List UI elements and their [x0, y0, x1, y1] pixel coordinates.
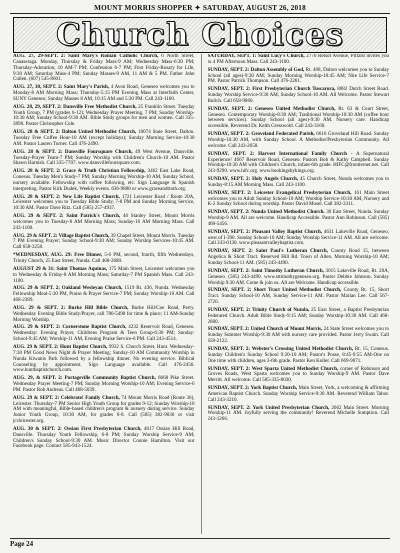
church-listing — [13, 214, 195, 232]
listing-heading: *WEDNESDAY, AUG. 29: Free Dinner, — [13, 252, 103, 259]
listing-heading: SUNDAY, SEPT. 2: Pleasant Valley Baptist Church, — [207, 228, 323, 235]
listing-heading: AUG. 29 & SEPT. 2: Village Baptist Church, — [13, 232, 110, 239]
listing-details: 4817 Ossian Hill Road, Dansville. Thursday Youth Fellowship, 6-8 PM; Sunday Worship Service-9 AM; Children's Sunday School-9:30 AM. Music Director Connie Hamilton. Visit our Facebook page. Contact 585-943-1524. — [13, 425, 195, 450]
listing-heading: AUG. 28 & SEPT. 2: Grace & Truth Christian Fellowship, — [13, 168, 146, 175]
listing-heading: SUNDAY, SEPT. 2: Dalton Assembly of God, — [207, 66, 305, 73]
listing-heading: SUNDAY, SEPT. 2: First Presbyterian Church Tuscarora, — [207, 86, 336, 93]
listing-details: - A Supernatural Experience! 4667 Reservoir Road, Geneseo. Pastors Bob & Kathy Campbell. Sunday Worship-10:30 AM with Children's Church, infant-6th grade. HIFC@frontiernet.net. Call 243-9290. www.hifc.org. www.bookingsbykings.org. — [207, 150, 389, 175]
church-listing — [208, 406, 390, 424]
church-listing — [208, 367, 390, 385]
masthead-rule — [10, 13, 390, 14]
church-listing — [13, 286, 195, 304]
listing-heading: SUNDAY, SEPT. 2: Harvest International Family Church — [207, 150, 347, 157]
listing-heading: SUNDAY, SEPT. 2: Leicester Evangelical Presbyterian Church, — [207, 189, 352, 196]
church-listing — [13, 345, 195, 374]
listing-heading: SUNDAY, SEPT. 2: Saint Timothy Lutheran Church, — [207, 267, 324, 274]
church-listing — [208, 177, 390, 189]
listing-heading: SUNDAY, SEPT. 2: Nunda United Methodist Church. — [207, 209, 325, 216]
listing-heading: SUNDAY, SEPT. 2: Groveland Federated Parish, — [207, 131, 315, 138]
listings-columns — [13, 54, 389, 534]
column-divider — [201, 54, 202, 534]
church-listing — [208, 191, 390, 209]
listing-heading: SUNDAY, SEPT. 2: Short Tract United Methodist Church, — [207, 287, 342, 294]
page-number: Page 24 — [10, 540, 34, 548]
listing-heading: AUG. 29 & SEPT. 2: Burke Hill Bible Church, — [13, 304, 129, 311]
church-listing — [13, 306, 195, 324]
church-listing — [208, 327, 390, 345]
listing-heading: AUG. 29 & SEPT. 2: Cornerstone Baptist Church, — [13, 324, 127, 331]
listing-details: Main Street, York, a welcoming & affirming American Baptist Church. Sunday Worship Service-9:30 AM. Reverend William Tabor. Call 243-3210. — [207, 385, 389, 403]
church-listing — [208, 87, 390, 105]
church-listing — [13, 169, 195, 192]
listing-heading: SUNDAY, SEPT. 2: Webster's Crossing United Methodist Church, — [207, 345, 354, 352]
listing-details: County Road 15, between Angelica & Short Tract. Reserved Hill Rd. Town of Allen. Morning Worship-10 AM; Sunday School-11 AM. (585) 243-4490. — [207, 248, 389, 266]
listing-details: 39 Chapel Street, Mount Morris. Tuesday 7 PM Evening Prayer; Sunday School-9:30 AM; Sunday Worship Services-10:45 AM. Call 658-3258. — [13, 232, 195, 251]
listing-heading: AUG. 29 & SEPT. 2: Celebrate! Family Church, — [13, 394, 120, 401]
listing-heading: AUG. 29 & SEPT. 2: Saint Patrick's Church, — [13, 213, 121, 220]
church-listing — [13, 267, 195, 285]
church-listing — [13, 396, 195, 425]
church-listing — [208, 68, 390, 86]
listing-heading: AUG. 29 & SEPT. 2: Oakland Wesleyan Church, — [13, 285, 123, 292]
church-listing — [208, 347, 390, 365]
listing-details: 74 Mount Morris Road (Route 36), Leicester. Thursday-7 PM Senior High Youth Group for grades 9-12; Sunday Worship-10 AM with meaningful, Bible-based children's program & nursery during service. Sunday Junior Youth Group, 10:30 AM, for grades 6-8. Call (585) 382-9030 or visit jccleicester.org. — [13, 394, 195, 425]
listing-details: 24 State Street welcomes you to Sunday Summer Worship-9:30 AM with nursery care provided. Pastor Jerry Swain. Call 658-2122. — [207, 326, 389, 345]
listing-details: 6616 Groveland Hill Road. Sunday Worship-10:30 AM, with Sunday School. A Methodist/Presbyterian Community. All welcome. Call 243-2658. — [207, 131, 389, 149]
listing-heading: AUG. 27, 30, SEPT. 2: Saint Mary's Parish, — [13, 84, 110, 91]
listing-details: 46 Stanley Street, Mount Morris welcomes you to Tuesday-8 AM Morning Mass; Sunday-10 AM Morning Mass. Call 243-1100. — [13, 213, 195, 231]
section-title: Church Choices — [55, 17, 344, 53]
listing-details: 4 Avon Road, Geneseo welcomes you to Monday-8 AM Morning Mass; Thursday-5:15 PM Evening Mass at Interfaith Center, SUNY Geneseo; Sunday Masses 8 AM, 10:15 AM and 5:30 PM. Call 243-1100. — [13, 84, 195, 102]
church-listing — [208, 308, 390, 326]
listing-details: corner of Robinson and Groves Roads, West Sparta welcomes you to Sunday Worship-9 AM. Pastor Dave Merritt. All welcome. Call 585-335-8030. — [207, 365, 389, 384]
listing-details: Rt. 15, Conesus. Sunday Children's Sunday School 9:20-10 AM; Pastor's Posse, 8:45-9:55 AM-One on One time with children, ages 3-6th grade. Pastor Ken Koller. Call 669-9071. — [207, 345, 389, 364]
listing-heading: AUG. 28, 29, SEPT. 2: Dansville Free Methodist Church, — [13, 103, 137, 110]
masthead: MOUNT MORRIS SHOPPER ✦ SATURDAY, AUGUST 26, 2018 — [94, 4, 306, 12]
listing-heading: AUG. 29 & SEPT. 2: Hunt Baptist Church, — [13, 343, 108, 350]
listing-details: 30 East Street, Nunda. Sunday Worship-9 AM. All are welcome. Handicap Accessible. Pastor Ann Robinson. Call (585) 468-5456. — [207, 209, 389, 227]
listing-details: 175 Main Street, Leicester welcomes you to Wednesday & Friday-8 AM Morning Mass; Saturday-7 PM Spanish Mass. Call 243-1100. — [13, 265, 195, 284]
listing-details: 161 Main Street welcomes you to Adult Sunday School-10 AM; Worship Service-10:30 AM, Nursery and K-2 Sunday School during worship. Pastor David Mosel. Call 382-3311. — [207, 189, 389, 208]
right-column — [208, 54, 390, 534]
listing-heading: AUG. 28 & SEPT. 2: New Life Baptist Church, — [13, 193, 120, 200]
listing-details: 6 North Street, Canaseraga. Monday, Thursday & Friday Mass-9 AM; Wednesday Mass-6:30 PM; Thursday-Adoration, 10 AM-7 PM; Confession 6-7 PM; First Friday-Rosary for Life, 9:30 AM; Saturday Mass-4 PM; Sunday Masses-9 AM, 11 AM & 5 PM. Father John Cullen. (607) 545-8601. — [13, 54, 195, 83]
church-listing — [208, 249, 390, 267]
church-listing — [13, 376, 195, 394]
listing-heading: SUNDAY, SEPT. 2: United Church of Mount Morris, — [207, 326, 323, 333]
church-listing — [208, 132, 390, 150]
listing-details: 45 Church Street, Nunda welcomes you to Sunday-8:15 AM Morning Mass. Call 243-1100. — [207, 176, 389, 188]
listing-heading: SUNDAY, SEPT. 2: West Sparta United Methodist Church, — [207, 365, 339, 372]
church-listing — [208, 288, 390, 306]
listing-heading: AUG. 30 & SEPT. 2: Ossian First Presbyterian Church, — [13, 425, 142, 432]
listing-heading: AUGUST 29 & 31: Saint Thomas Aquinas, — [13, 265, 108, 272]
listing-heading: AUG. 28 & SEPT. 2: Dansville Foursquare Church, — [13, 148, 133, 155]
listing-details: Burke Hill/Coe Road, Perry. Wednesday Evening Bible Study/Prayer, call 786-5490 for time & place; 11 AM-Sunday Morning Worship. — [13, 304, 195, 323]
listing-details: 25 East Street, a Baptist Presbyterian Federated Church. Adult Bible Study-9:15 AM; Sunday Worship-10:30 AM. Call 468-2680. — [207, 306, 389, 325]
listing-details: Rt. 63 & Court Street, Geneseo. Contemporary Worship-8:30 AM; Traditional Worship-10:30 AM (coffee hour between services). Sunday School (all ages)-9:30 AM. Nursery care. Handicap accessible. Reverend Dr. Keith Gresswold. Call 243-3160. — [207, 105, 389, 130]
church-listing — [208, 210, 390, 228]
church-listing — [13, 54, 195, 83]
listing-details: 2770 Retsof Avenue, Piffard invites you to 4 PM Afternoon Mass. Call 243-1100. — [207, 54, 389, 65]
listing-details: 1721 Leicester Road / Route 20A, Leicester welcomes you to Tuesday Bible Study, 7-8 PM and Sunday Morning Service, 10:30 AM. Pastor Dave Ritz. Call (585) 257-4937. — [13, 193, 195, 212]
listing-details: 10074 State Street, Dalton. Tuesday Free Coffee Hour-10 AM (except holidays); Sunday Morning Service-10:30 AM. Pastor Lauren Turner. Call 476-2490. — [13, 129, 195, 147]
listing-details: 49 West Avenue, Dansville. Tuesday-Prayer Team-7 PM; Sunday Worship with Children's Church-10 AM. Pastor Shawn Harnish. Call 335-7707. www.dansvillefoursquare.com. — [13, 148, 195, 167]
listing-heading: AUG. 28 & SEPT. 2: Dalton United Methodist Church, — [13, 129, 137, 136]
listing-details: 9932 S. Church Street, Hunt. Wednesday-7:30 PM Good News Night & Prayer Meeting; Sunday-10 AM Community Worship in Nunda Kiwanis Park followed by a fellowship dinner. No evening service. Biblical Counseling by appointment. Sign Language available. Call 476-2456. www.huntbaptistchurch.com. — [13, 343, 195, 374]
church-listing — [208, 386, 390, 404]
listing-heading: SUNDAY, SEPT. 2: Geneseo United Methodist Church, — [207, 105, 336, 112]
listing-details: 1519 Rt. 436, Nunda. Wednesday Fellowship Meal-5:30 PM, Praise & Prayer Service-7 PM; Sunday Worship-10 AM. Call 468-2389. — [13, 285, 195, 304]
listing-heading: AUG. 29, & SEPT. 2: Portageville Community Baptist Church, — [13, 375, 156, 382]
church-listing — [13, 253, 195, 265]
church-listing — [208, 152, 390, 175]
church-listing — [13, 105, 195, 128]
listing-details: 25 Franklin Street. Tuesday Youth Group, 7 PM (grades 6-12); Wednesday Prayer Meeting, 7 PM; Sunday Worship-10:30 AM; Sunday School-9:30 AM. Bible Study groups for men and women. Call 335-3898. Pastor Christopher Cole. — [13, 103, 195, 128]
listing-heading: SUNDAY, SEPT. 2: York United Presbyterian Church, — [207, 404, 330, 411]
church-listing — [13, 195, 195, 213]
listing-details: 5-6 PM, second, fourth, fifth Wednesdays, Trinity Church, 25 East Street, Nunda. Call 468-2680. — [13, 252, 195, 264]
left-column — [13, 54, 195, 534]
church-listing — [13, 85, 195, 103]
church-listing — [208, 269, 390, 287]
section-banner — [13, 17, 387, 53]
listing-heading: SUNDAY, SEPT. 2: Trinity Church of Nunda, — [207, 306, 310, 313]
church-listing — [13, 150, 195, 168]
footer-rule — [10, 538, 390, 539]
church-listing — [208, 54, 390, 66]
listing-details: 4232 Reservoir Road, Geneseo. Wednesday: Evening Prayer, Childrens Program & Teen Group-6:30 PM; Sunday: School-9:45 AM; Worship-11 AM, Evening Praise Service-6 PM. Call 243-4514. — [13, 324, 195, 343]
listing-heading: SUNDAY, SEPT. 2: Saint Paul's Lutheran Church, — [207, 248, 328, 255]
church-listing — [13, 130, 195, 148]
listing-heading: SUNDAY, SEPT. 2: Holy Angels Church, — [207, 176, 299, 183]
listing-heading: SUNDAY, SEPT. 2: York Baptist Church, — [207, 385, 298, 392]
listing-details: 3015 Lakeville Road, Rt. 20A, Geneseo. (585) 243-4490. www.sttimothygeneseo.org. Pastor Debbie Johnson. Sunday Worship 9:30 AM. Come & join us. All are Welcome. Handicap accessible. — [207, 267, 389, 286]
listing-details: County Rt. 15, Short Tract. Sunday School-10 AM, Sunday Service-11 AM. Pastor Marian Lee. Call 567-2726. — [207, 287, 389, 306]
listing-details: 8082 Dutch Street Road. Sunday Worship Service-9:30 AM; Sunday School-10 AM. All Welcome. Pastor Stewart Bulich. Call 658-9860. — [207, 86, 389, 104]
listing-heading: AUG. 27, 29-SEPT. 2: Saint Mary's Roman Catholic Church, — [13, 54, 159, 59]
listing-details: 2662 Main Street. Morning Worship-11 AM. Joyfully serving the community! Reverend Michelle Sumption. Call 243-1266. — [207, 404, 389, 423]
listing-details: 6668 Pike Street. Wednesday Prayer Meeting-7 PM; Sunday Morning Worship-10 AM; Evening Service-6 PM. Pastor Rob Andreas. Call 468-5039. — [13, 375, 195, 393]
church-listing — [208, 230, 390, 248]
church-listing — [208, 107, 390, 130]
church-listing — [13, 234, 195, 252]
listing-heading: SATURDAY, SEPT. 1: Saint Lucy's Church, — [207, 54, 305, 59]
listing-details: Rt. 408, Dalton welcomes you to Sunday School (all ages)-9:30 AM; Sunday Morning Worship-10:45 AM; Nite Life Service-7 PM. Pastor Patrick Thompson. Call 476-2261. — [207, 66, 389, 85]
church-listing — [13, 427, 195, 450]
church-listing — [13, 325, 195, 343]
listing-details: 3462 East Lake Road, Conesus. Tuesday Men's Study-7 PM; Sunday Morning Worship-10 AM, Sunday School, nursery available. Fellowship with coffee following, etc. Sign Language & Spanish interpreting. Pastor Kirk Dudek. Weekly events. 636-9880 or www.graceandtruth.org. — [13, 168, 195, 192]
listing-details: 4631 Lakeville Road, Geneseo, west of I-390. Sunday School-10 AM; Sunday Worship Service-11 AM. All are welcome. Call 243-0130. www.pleasantvalleybaptist.com. — [207, 228, 389, 247]
